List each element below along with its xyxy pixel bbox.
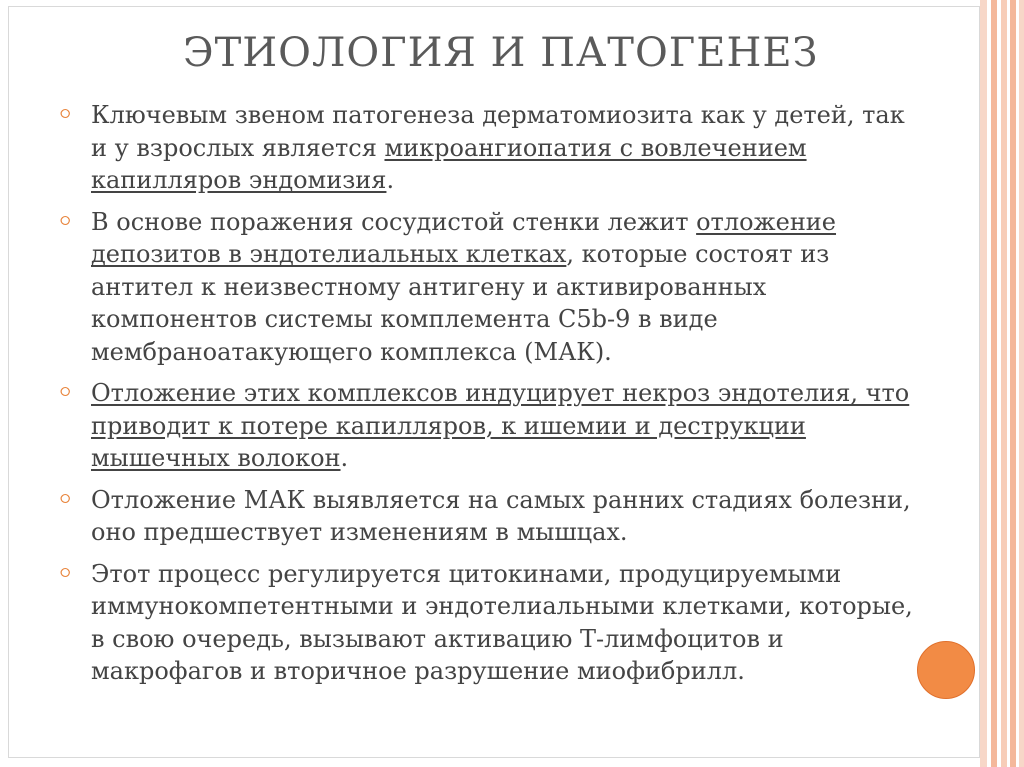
- bullet-text: Этот процесс регулируется цитокинами, продуцируемыми иммунокомпетентными и эндотелиальными клетками, которые, в свою очередь, вызывают активацию Т-лимфоцитов и макрофагов и вторичное разрушение миофибрилл.: [91, 559, 913, 685]
- bullet-item: [60, 558, 920, 688]
- ring-bullet-icon: ⭘: [60, 107, 71, 122]
- bullet-text: Ключевым звеном патогенеза дерматомиозита как у детей, так и у взрослых является: [91, 101, 905, 162]
- bullet-text-underlined: Отложение этих комплексов индуцирует некроз эндотелия, что приводит к потере капилляров, к ишемии и деструкции мышечных волокон: [91, 379, 910, 472]
- decor-stripe-1: [980, 0, 987, 767]
- bullet-text-underlined: микроангиопатия с вовлечением капилляров эндомизия: [91, 133, 807, 194]
- slide-title: ЭТИОЛОГИЯ И ПАТОГЕНЕЗ: [183, 30, 819, 76]
- ring-bullet-icon: ⭘: [60, 491, 71, 507]
- bullet-text: Отложение МАК выявляется на самых ранних стадиях болезни, оно предшествует изменениям в мышцах.: [91, 485, 911, 546]
- bullet-item: [60, 206, 920, 369]
- bullet-item: [60, 484, 920, 549]
- bullet-list: [60, 99, 920, 697]
- ring-bullet-icon: ⭘: [60, 385, 71, 400]
- ring-bullet-icon: ⭘: [60, 565, 71, 581]
- bullet-item: [60, 377, 920, 475]
- bullet-text-underlined: отложение депозитов в эндотелиальных клетках: [91, 207, 837, 268]
- orange-circle-decoration: [917, 641, 975, 699]
- ring-bullet-icon: ⭘: [60, 213, 71, 229]
- decor-stripe-9: [1019, 0, 1024, 767]
- bullet-text: .: [340, 444, 349, 472]
- bullet-text: , которые состоят из антител к неизвестному антигену и активированных компонентов системы комплемента С5b-9 в виде мембраноатакующего комплекса (МАК).: [91, 240, 830, 366]
- bullet-item: [60, 99, 920, 197]
- bullet-text: В основе поражения сосудистой стенки лежит: [91, 207, 697, 236]
- bullet-text: .: [386, 166, 395, 194]
